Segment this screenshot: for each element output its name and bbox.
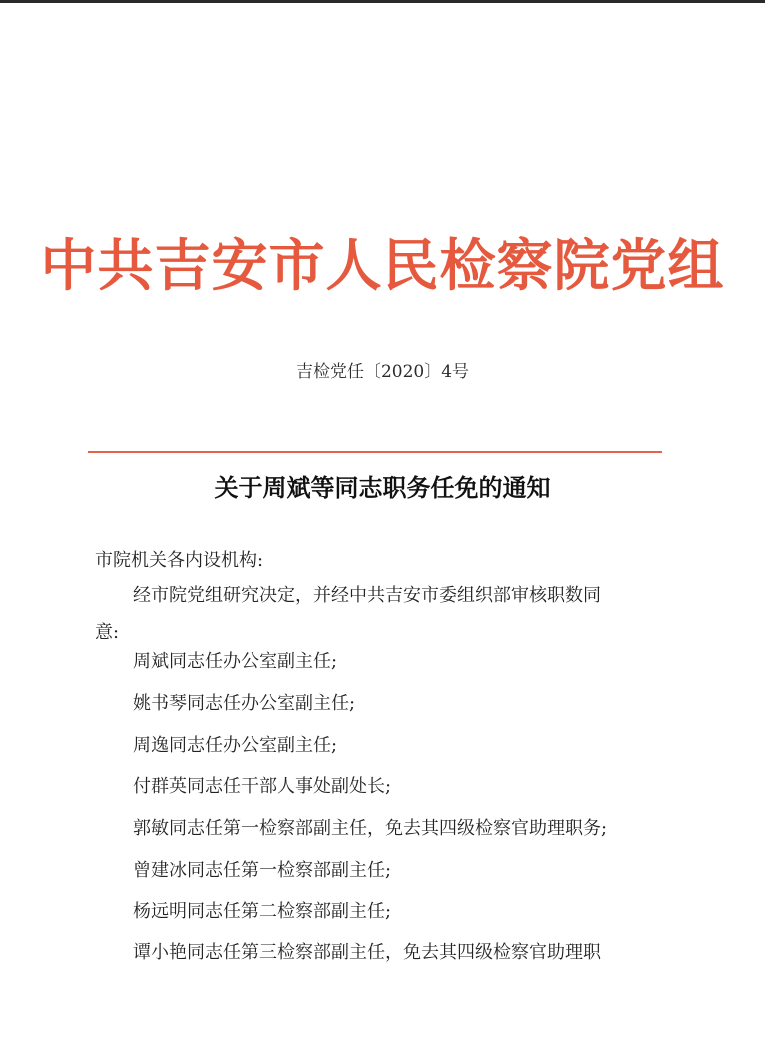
notice-title: 关于周斌等同志职务任免的通知 <box>214 473 551 502</box>
addressee-line: 市院机关各内设机构: <box>95 550 264 571</box>
appointment-item: 姚书琴同志任办公室副主任; <box>133 693 356 714</box>
intro-line-2: 意: <box>95 622 120 643</box>
appointment-item: 谭小艳同志任第三检察部副主任，免去其四级检察官助理职 <box>133 942 601 963</box>
page-top-edge <box>0 0 765 3</box>
appointment-item: 付群英同志任干部人事处副处长; <box>133 776 392 797</box>
appointment-item: 周斌同志任办公室副主任; <box>133 651 338 672</box>
red-separator-line <box>88 451 662 453</box>
appointment-item: 曾建冰同志任第一检察部副主任; <box>133 860 392 881</box>
appointment-item: 周逸同志任办公室副主任; <box>133 735 338 756</box>
org-header-title: 中共吉安市人民检察院党组 <box>40 233 725 299</box>
appointment-item: 郭敏同志任第一检察部副主任，免去其四级检察官助理职务; <box>133 818 608 839</box>
document-number: 吉检党任〔2020〕4号 <box>295 362 470 382</box>
intro-line-1: 经市院党组研究决定，并经中共吉安市委组织部审核职数同 <box>133 585 601 606</box>
appointment-item: 杨远明同志任第二检察部副主任; <box>133 901 392 922</box>
